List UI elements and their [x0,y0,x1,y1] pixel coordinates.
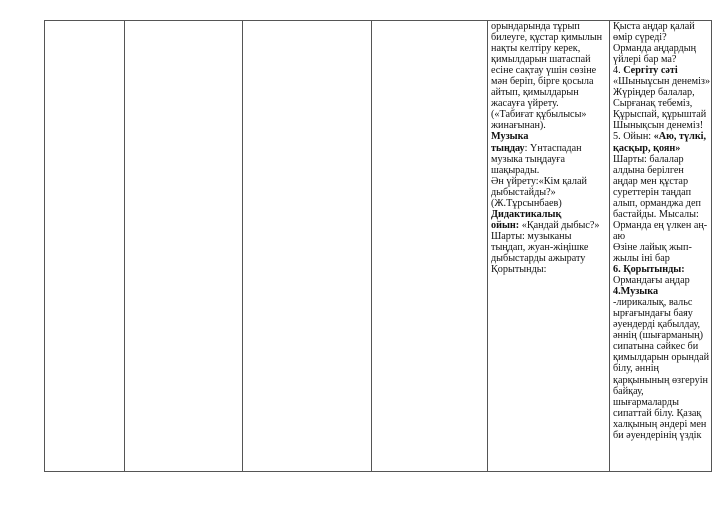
text-line: Өзіне лайық жып- [613,241,692,253]
text-line: шақырады. [491,164,540,176]
text-line: билеуге, құстар қимылын [491,32,603,44]
text-line: би әуендерінің үздік [613,429,702,441]
text-line: 6. Қорытынды: [613,264,685,276]
text-line: Шарты: балалар [613,153,684,165]
text-line: 4.Музыка [613,286,659,298]
text-line: байқау, [613,385,644,397]
text-line: Музыка [491,131,529,143]
text-line: тыңдау: Үнтаспадан [491,142,582,154]
text-line: суреттерін таңдап [613,186,692,198]
text-line: Дидактикалық [491,208,562,220]
text-line: орындарында тұрып [491,21,580,32]
text-line: білу, әннің [613,363,659,375]
text-line: сипаттай білу. Қазақ [613,407,702,419]
text-line: Ормандағы аңдар [613,275,690,287]
text-line: Ән үйрету:«Кім қалай [491,175,587,187]
text-line: аю [613,230,626,242]
table-cell-6 [610,21,712,472]
text-line: үйлері бар ма? [613,54,677,66]
text-line: әуендерді қабылдау, [613,319,701,331]
text-line: жасауға үйрету. [491,98,559,110]
text-line: қасқыр, қоян» [613,142,681,154]
table-cell-5 [488,21,610,472]
text-line: шығармаларды [613,396,679,408]
text-line: Шынықсын денеміз! [613,120,704,132]
text-line: алдына берілген [613,164,684,176]
text-line: ойын: «Қандай дыбыс?» [491,219,600,231]
text-line: музыка тыңдауға [491,153,566,165]
text-line: Құрыспай, құрыштай [613,109,707,121]
text-line: қимылдарын орындай [613,352,710,364]
text-line: өмір сүреді? [613,32,667,44]
cell-text-music-activity [491,21,609,275]
text-line: әннің (шығарманың) [613,330,704,342]
table-cell-2 [125,21,243,472]
text-line: қарқынының өзгеруін [613,374,708,386]
text-line: жылы іні бар [613,252,670,264]
lesson-plan-table [44,20,712,472]
text-line: алып, орманджа деп [613,197,701,209]
text-line: сипатына сәйкес би [613,341,699,353]
text-line: 4. Сергіту сәті [613,65,678,77]
text-line: бастайды. Мысалы: [613,208,699,220]
text-line: Қыста аңдар қалай [613,21,695,32]
table-cell-1 [45,21,125,472]
text-line: тыңдап, жуан-жіңішке [491,241,589,253]
text-line: Сырғанақ тебеміз, [613,98,693,110]
text-line: -лирикалық, вальс [613,297,693,309]
text-line: дыбыстарды ажырату [491,252,586,264]
text-line: халқының әндері мен [613,418,707,430]
text-line: аңдар мен құстар [613,175,689,187]
text-line: «Шыныұсын денеміз» [613,76,711,88]
text-line: Шарты: музыканы [491,230,572,242]
table-cell-4 [372,21,488,472]
text-line: мән беріп, бірге қосыла [491,76,594,88]
text-line: ырғағындағы баяу [613,308,693,320]
text-line: Орманда ең үлкен аң- [613,219,708,231]
table-cell-3 [243,21,372,472]
cell-text-forest-animals [613,21,711,441]
text-line: нақты келтіру керек, [491,43,581,55]
text-line: («Табиғат құбылысы» [491,109,587,121]
text-line: қимылдарын шатаспай [491,54,591,66]
text-line: айтып, қимылдарын [491,87,579,99]
text-line: Жүріңдер балалар, [613,87,695,99]
table-row [45,21,712,472]
text-line: Орманда аңдардың [613,43,697,55]
text-line: 5. Ойын: «Аю, түлкі, [613,131,707,143]
text-line: жинағынан). [491,120,546,132]
text-line: дыбыстайды?» [491,186,556,198]
text-line: есіне сақтау үшін сөзіне [491,65,597,77]
text-line: (Ж.Тұрсынбаев) [491,197,562,209]
text-line: Қорытынды: [491,264,547,276]
